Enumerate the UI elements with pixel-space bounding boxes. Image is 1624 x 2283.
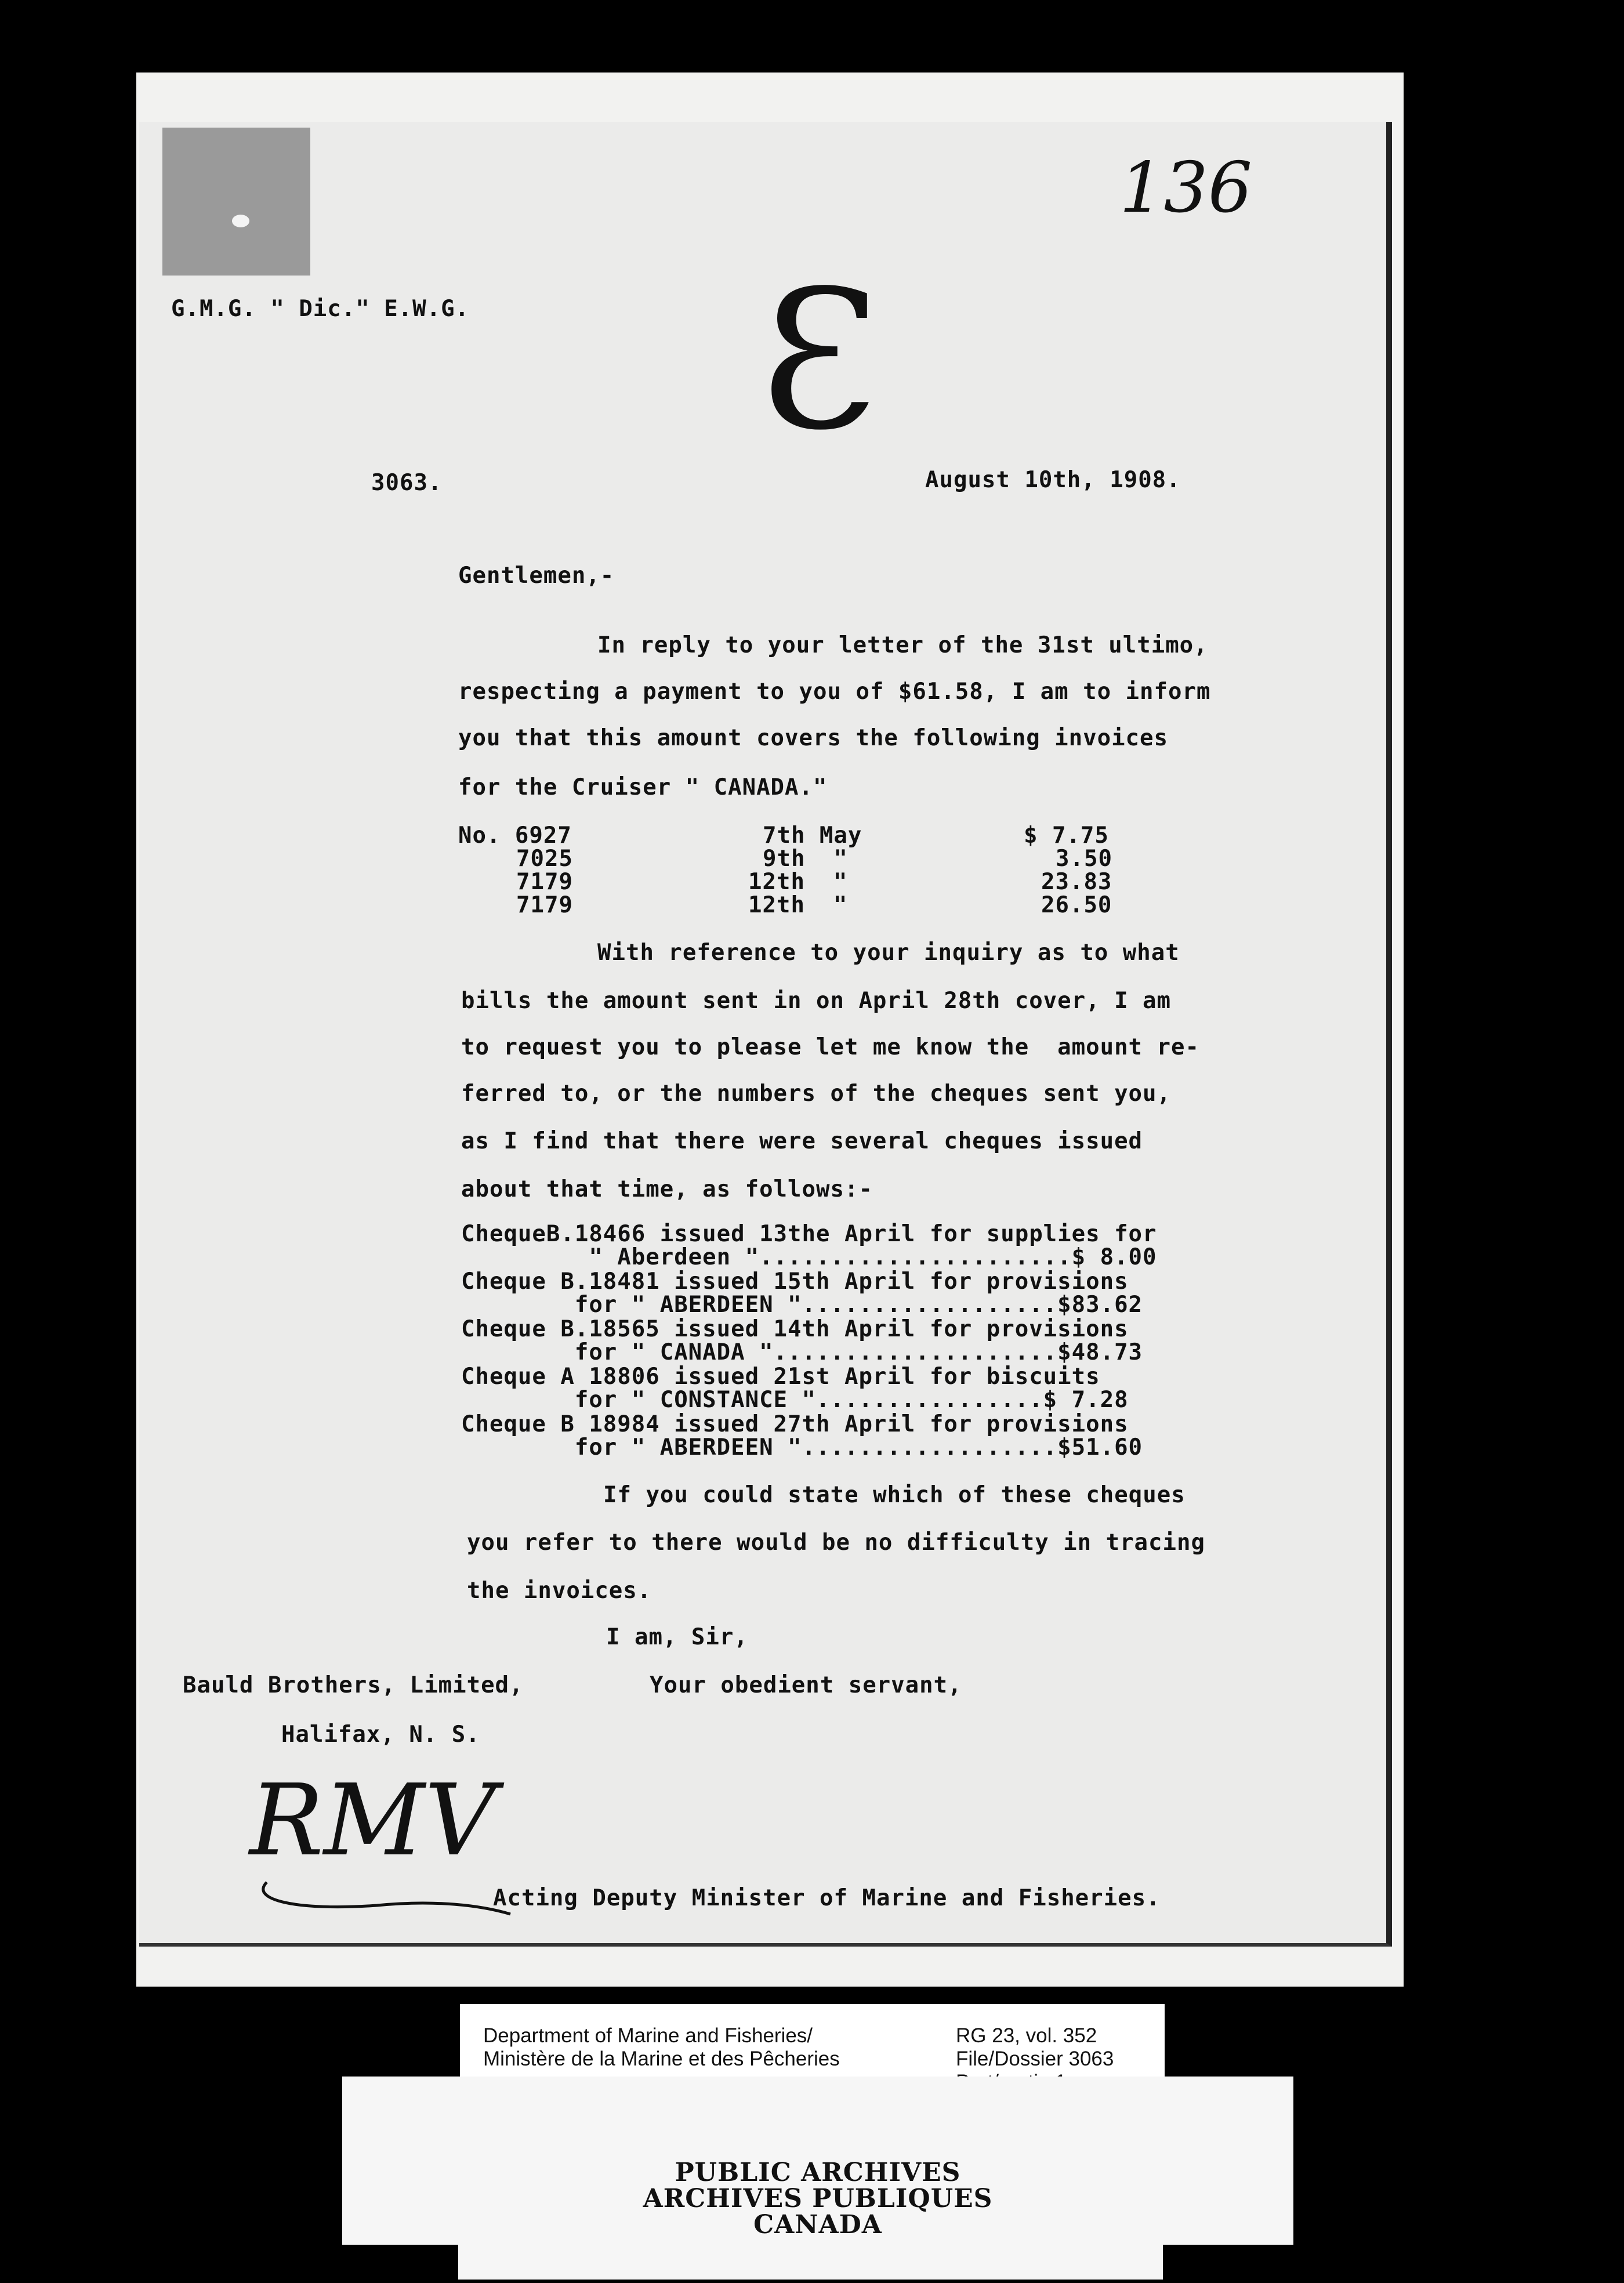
handwritten-mark: Ɛ	[760, 249, 879, 472]
letter-date: August 10th, 1908.	[925, 467, 1181, 493]
invoice-amount: 3.50	[1056, 846, 1112, 872]
closing-line: Your obedient servant,	[650, 1672, 962, 1698]
cheque-line: for " ABERDEEN "..................$51.60	[461, 1434, 1143, 1461]
invoice-no: 7179	[516, 892, 573, 918]
cheque-line: " Aberdeen "......................$ 8.00	[461, 1244, 1157, 1270]
invoice-amount: $ 7.75	[1024, 822, 1109, 849]
invoice-date: 12th "	[748, 892, 848, 918]
punch-hole	[232, 215, 249, 227]
invoice-date: 12th "	[748, 869, 848, 895]
para2-line: bills the amount sent in on April 28th cover, I am	[461, 988, 1171, 1014]
stamp-line: ARCHIVES PUBLIQUES	[643, 2184, 993, 2213]
addressee-city: Halifax, N. S.	[281, 1722, 480, 1748]
cheque-line: Cheque B.18565 issued 14th April for provisions	[461, 1316, 1129, 1342]
para1-line: you that this amount covers the following invoices	[458, 725, 1168, 751]
para3-line: you refer to there would be no difficulty in tracing	[467, 1530, 1205, 1556]
para2-line: to request you to please let me know the amount re-	[461, 1034, 1199, 1060]
para2-line: as I find that there were several cheques issued	[461, 1128, 1143, 1154]
invoice-no: 7025	[516, 846, 573, 872]
para3-line: the invoices.	[467, 1578, 652, 1604]
stamp-line: PUBLIC ARCHIVES	[675, 2158, 961, 2187]
dept-name-fr: Ministère de la Marine et des Pêcheries	[483, 2048, 840, 2070]
para3-line: If you could state which of these cheques	[603, 1482, 1186, 1508]
stamp-line: CANADA	[753, 2210, 882, 2239]
page-number: 136	[1119, 148, 1253, 229]
cheque-line: Cheque B 18984 issued 27th April for provisions	[461, 1411, 1129, 1437]
para2-line: about that time, as follows:-	[461, 1176, 873, 1202]
salutation: Gentlemen,-	[458, 563, 615, 589]
para1-line: for the Cruiser " CANADA."	[458, 774, 828, 800]
invoice-date: 9th "	[763, 846, 848, 872]
para1-line: In reply to your letter of the 31st ultimo,	[597, 632, 1208, 658]
invoice-date: 7th May	[763, 822, 862, 849]
para2-line: With reference to your inquiry as to what	[597, 940, 1180, 966]
invoice-amount: 26.50	[1041, 892, 1112, 918]
invoice-no: No. 6927	[458, 822, 572, 849]
para1-line: respecting a payment to you of $61.58, I am to inform	[458, 679, 1211, 705]
invoice-no: 7179	[516, 869, 573, 895]
cheque-line: for " CANADA "....................$48.73	[461, 1339, 1143, 1365]
dept-name-en: Department of Marine and Fisheries/	[483, 2024, 813, 2047]
cheque-line: Cheque A 18806 issued 21st April for biscuits	[461, 1364, 1100, 1390]
initials-line: G.M.G. " Dic." E.W.G.	[171, 296, 470, 322]
invoice-amount: 23.83	[1041, 869, 1112, 895]
cheque-line: ChequeB.18466 issued 13the April for supplies for	[461, 1221, 1157, 1247]
record-group: RG 23, vol. 352	[956, 2024, 1097, 2047]
para2-line: ferred to, or the numbers of the cheques sent you,	[461, 1081, 1171, 1107]
cheque-line: for " CONSTANCE "................$ 7.28	[461, 1387, 1129, 1413]
corner-tab	[162, 128, 310, 276]
signature-title: Acting Deputy Minister of Marine and Fisheries.	[493, 1885, 1161, 1911]
addressee-name: Bauld Brothers, Limited,	[183, 1672, 524, 1698]
cheque-line: for " ABERDEEN "..................$83.62	[461, 1292, 1143, 1318]
signature-flourish	[249, 1865, 516, 1917]
file-number: 3063.	[371, 470, 443, 496]
cheque-line: Cheque B.18481 issued 15th April for provisions	[461, 1269, 1129, 1295]
file-dossier: File/Dossier 3063	[956, 2048, 1114, 2070]
closing-line: I am, Sir,	[606, 1624, 748, 1650]
signature-initials: RMV	[249, 1763, 496, 1878]
